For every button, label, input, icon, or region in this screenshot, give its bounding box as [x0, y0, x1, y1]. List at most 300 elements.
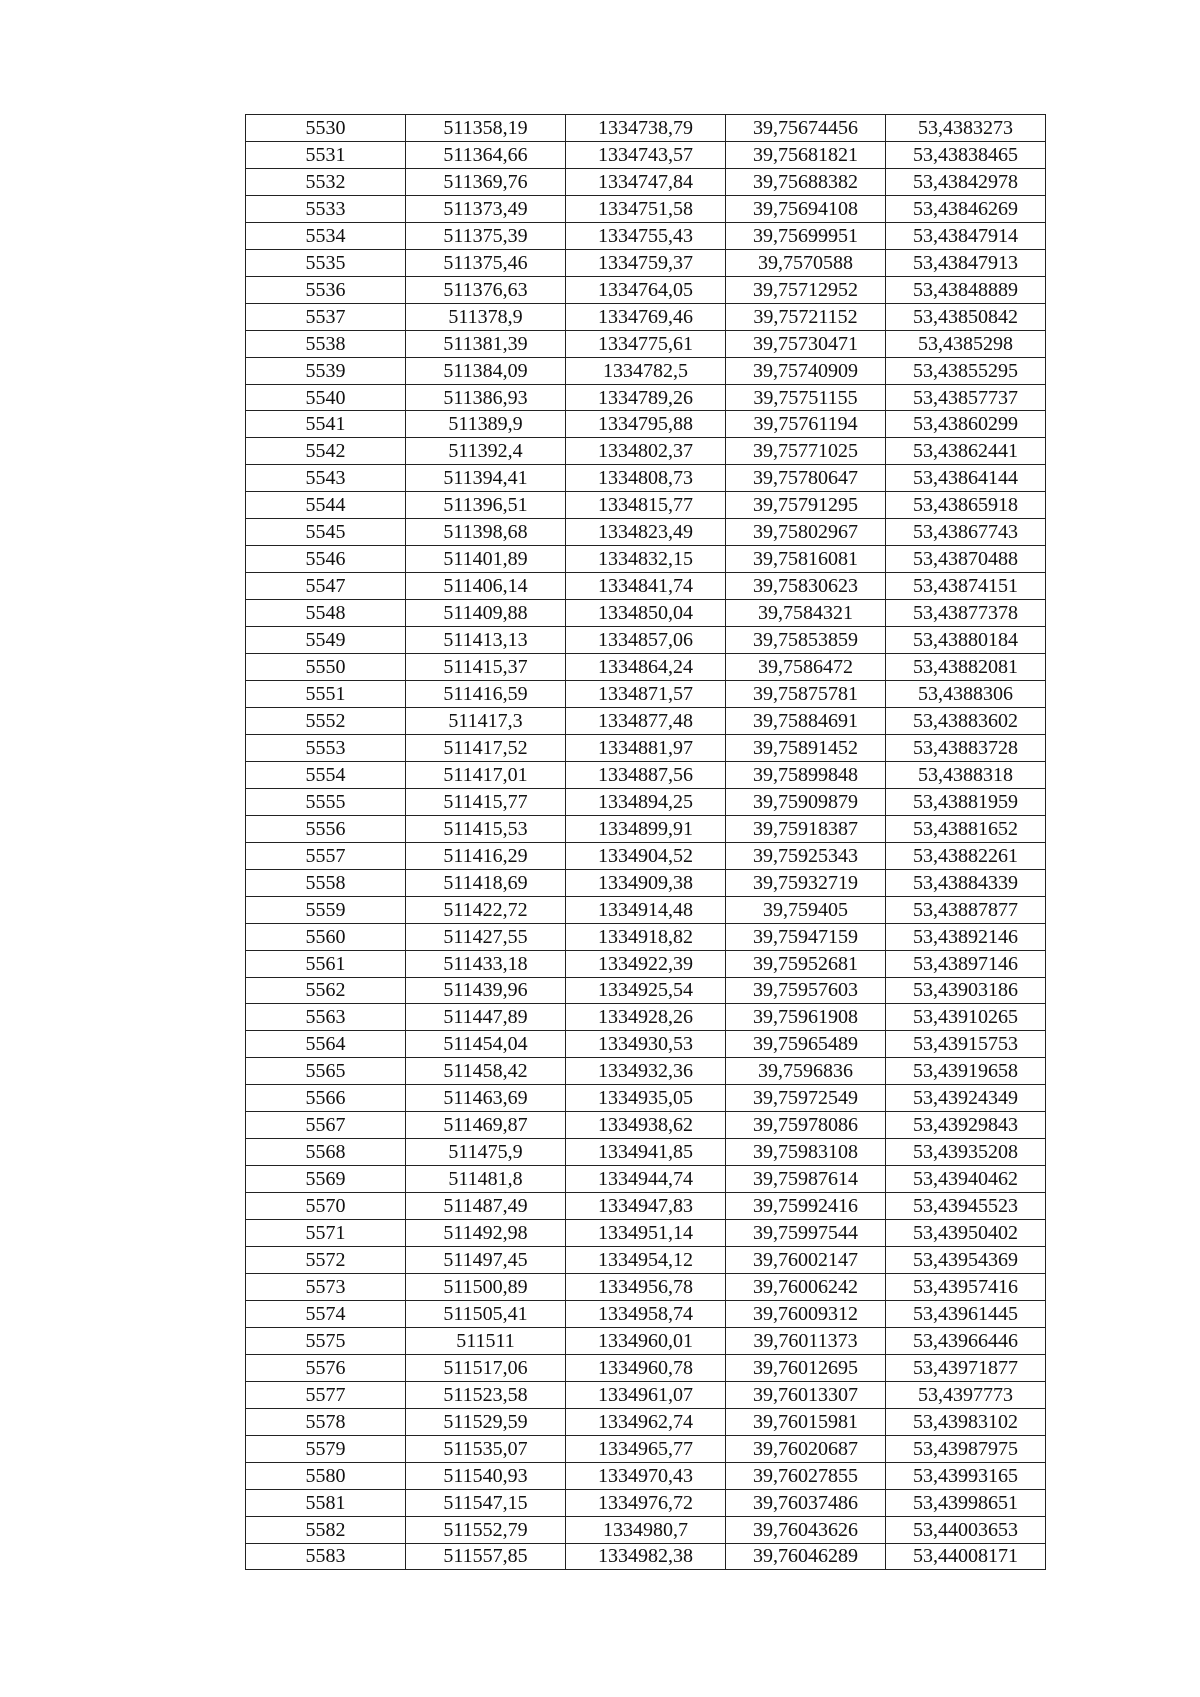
- y-coordinate-cell: 1334925,54: [566, 977, 726, 1004]
- latitude-cell: 53,44008171: [886, 1543, 1046, 1570]
- table-row: [246, 654, 1046, 681]
- point-number-cell: 5545: [246, 519, 406, 546]
- x-coordinate-cell: 511386,93: [406, 384, 566, 411]
- x-coordinate-cell: 511492,98: [406, 1220, 566, 1247]
- x-coordinate-cell: 511392,4: [406, 438, 566, 465]
- latitude-cell: 53,43961445: [886, 1300, 1046, 1327]
- point-number-cell: 5556: [246, 815, 406, 842]
- latitude-cell: 53,43915753: [886, 1031, 1046, 1058]
- latitude-cell: 53,4383273: [886, 115, 1046, 142]
- x-coordinate-cell: 511497,45: [406, 1247, 566, 1274]
- x-coordinate-cell: 511358,19: [406, 115, 566, 142]
- longitude-cell: 39,76002147: [726, 1247, 886, 1274]
- table-row: [246, 788, 1046, 815]
- longitude-cell: 39,76037486: [726, 1489, 886, 1516]
- longitude-cell: 39,7596836: [726, 1058, 886, 1085]
- point-number-cell: 5546: [246, 546, 406, 573]
- x-coordinate-cell: 511500,89: [406, 1273, 566, 1300]
- y-coordinate-cell: 1334982,38: [566, 1543, 726, 1570]
- latitude-cell: 53,43860299: [886, 411, 1046, 438]
- point-number-cell: 5532: [246, 168, 406, 195]
- x-coordinate-cell: 511463,69: [406, 1085, 566, 1112]
- y-coordinate-cell: 1334747,84: [566, 168, 726, 195]
- longitude-cell: 39,75712952: [726, 276, 886, 303]
- x-coordinate-cell: 511396,51: [406, 492, 566, 519]
- longitude-cell: 39,75761194: [726, 411, 886, 438]
- point-number-cell: 5577: [246, 1381, 406, 1408]
- y-coordinate-cell: 1334894,25: [566, 788, 726, 815]
- y-coordinate-cell: 1334738,79: [566, 115, 726, 142]
- longitude-cell: 39,75925343: [726, 842, 886, 869]
- y-coordinate-cell: 1334960,78: [566, 1354, 726, 1381]
- y-coordinate-cell: 1334930,53: [566, 1031, 726, 1058]
- longitude-cell: 39,76046289: [726, 1543, 886, 1570]
- latitude-cell: 53,43910265: [886, 1004, 1046, 1031]
- y-coordinate-cell: 1334808,73: [566, 465, 726, 492]
- latitude-cell: 53,43855295: [886, 357, 1046, 384]
- latitude-cell: 53,43897146: [886, 950, 1046, 977]
- table-row: [246, 1381, 1046, 1408]
- point-number-cell: 5561: [246, 950, 406, 977]
- longitude-cell: 39,75780647: [726, 465, 886, 492]
- y-coordinate-cell: 1334951,14: [566, 1220, 726, 1247]
- x-coordinate-cell: 511373,49: [406, 195, 566, 222]
- longitude-cell: 39,75952681: [726, 950, 886, 977]
- table-row: [246, 1543, 1046, 1570]
- table-row: [246, 977, 1046, 1004]
- longitude-cell: 39,76011373: [726, 1327, 886, 1354]
- point-number-cell: 5566: [246, 1085, 406, 1112]
- latitude-cell: 53,43847914: [886, 222, 1046, 249]
- table-row: [246, 357, 1046, 384]
- x-coordinate-cell: 511517,06: [406, 1354, 566, 1381]
- table-row: [246, 1300, 1046, 1327]
- table-row: [246, 168, 1046, 195]
- table-row: [246, 1139, 1046, 1166]
- longitude-cell: 39,7570588: [726, 249, 886, 276]
- point-number-cell: 5539: [246, 357, 406, 384]
- y-coordinate-cell: 1334832,15: [566, 546, 726, 573]
- point-number-cell: 5542: [246, 438, 406, 465]
- table-row: [246, 330, 1046, 357]
- point-number-cell: 5543: [246, 465, 406, 492]
- y-coordinate-cell: 1334743,57: [566, 141, 726, 168]
- y-coordinate-cell: 1334938,62: [566, 1112, 726, 1139]
- longitude-cell: 39,75791295: [726, 492, 886, 519]
- latitude-cell: 53,43838465: [886, 141, 1046, 168]
- x-coordinate-cell: 511529,59: [406, 1408, 566, 1435]
- longitude-cell: 39,75987614: [726, 1166, 886, 1193]
- table-row: [246, 115, 1046, 142]
- longitude-cell: 39,759405: [726, 896, 886, 923]
- longitude-cell: 39,76027855: [726, 1462, 886, 1489]
- y-coordinate-cell: 1334960,01: [566, 1327, 726, 1354]
- y-coordinate-cell: 1334759,37: [566, 249, 726, 276]
- point-number-cell: 5582: [246, 1516, 406, 1543]
- latitude-cell: 53,44003653: [886, 1516, 1046, 1543]
- point-number-cell: 5531: [246, 141, 406, 168]
- latitude-cell: 53,43865918: [886, 492, 1046, 519]
- point-number-cell: 5579: [246, 1435, 406, 1462]
- table-row: [246, 1031, 1046, 1058]
- table-row: [246, 249, 1046, 276]
- point-number-cell: 5554: [246, 761, 406, 788]
- table-row: [246, 492, 1046, 519]
- table-row: [246, 546, 1046, 573]
- y-coordinate-cell: 1334871,57: [566, 681, 726, 708]
- latitude-cell: 53,43892146: [886, 923, 1046, 950]
- longitude-cell: 39,75816081: [726, 546, 886, 573]
- y-coordinate-cell: 1334789,26: [566, 384, 726, 411]
- table-row: [246, 1058, 1046, 1085]
- latitude-cell: 53,43940462: [886, 1166, 1046, 1193]
- y-coordinate-cell: 1334899,91: [566, 815, 726, 842]
- point-number-cell: 5560: [246, 923, 406, 950]
- table-row: [246, 815, 1046, 842]
- longitude-cell: 39,75771025: [726, 438, 886, 465]
- x-coordinate-cell: 511458,42: [406, 1058, 566, 1085]
- longitude-cell: 39,75947159: [726, 923, 886, 950]
- y-coordinate-cell: 1334802,37: [566, 438, 726, 465]
- coordinates-table-body: [246, 115, 1046, 1570]
- latitude-cell: 53,43935208: [886, 1139, 1046, 1166]
- x-coordinate-cell: 511447,89: [406, 1004, 566, 1031]
- longitude-cell: 39,75802967: [726, 519, 886, 546]
- longitude-cell: 39,75997544: [726, 1220, 886, 1247]
- point-number-cell: 5574: [246, 1300, 406, 1327]
- y-coordinate-cell: 1334956,78: [566, 1273, 726, 1300]
- latitude-cell: 53,43957416: [886, 1273, 1046, 1300]
- y-coordinate-cell: 1334841,74: [566, 573, 726, 600]
- y-coordinate-cell: 1334782,5: [566, 357, 726, 384]
- x-coordinate-cell: 511378,9: [406, 303, 566, 330]
- coordinates-table: [245, 114, 1046, 1570]
- x-coordinate-cell: 511454,04: [406, 1031, 566, 1058]
- table-row: [246, 1516, 1046, 1543]
- y-coordinate-cell: 1334935,05: [566, 1085, 726, 1112]
- x-coordinate-cell: 511487,49: [406, 1193, 566, 1220]
- x-coordinate-cell: 511427,55: [406, 923, 566, 950]
- y-coordinate-cell: 1334962,74: [566, 1408, 726, 1435]
- longitude-cell: 39,75730471: [726, 330, 886, 357]
- table-row: [246, 222, 1046, 249]
- longitude-cell: 39,75721152: [726, 303, 886, 330]
- y-coordinate-cell: 1334941,85: [566, 1139, 726, 1166]
- longitude-cell: 39,75961908: [726, 1004, 886, 1031]
- latitude-cell: 53,43903186: [886, 977, 1046, 1004]
- table-row: [246, 600, 1046, 627]
- table-row: [246, 1220, 1046, 1247]
- latitude-cell: 53,43987975: [886, 1435, 1046, 1462]
- latitude-cell: 53,43882261: [886, 842, 1046, 869]
- x-coordinate-cell: 511415,37: [406, 654, 566, 681]
- point-number-cell: 5541: [246, 411, 406, 438]
- longitude-cell: 39,75978086: [726, 1112, 886, 1139]
- point-number-cell: 5551: [246, 681, 406, 708]
- latitude-cell: 53,43857737: [886, 384, 1046, 411]
- point-number-cell: 5559: [246, 896, 406, 923]
- point-number-cell: 5575: [246, 1327, 406, 1354]
- longitude-cell: 39,75983108: [726, 1139, 886, 1166]
- longitude-cell: 39,76020687: [726, 1435, 886, 1462]
- x-coordinate-cell: 511364,66: [406, 141, 566, 168]
- y-coordinate-cell: 1334864,24: [566, 654, 726, 681]
- table-row: [246, 950, 1046, 977]
- point-number-cell: 5540: [246, 384, 406, 411]
- y-coordinate-cell: 1334928,26: [566, 1004, 726, 1031]
- longitude-cell: 39,75932719: [726, 869, 886, 896]
- table-row: [246, 276, 1046, 303]
- y-coordinate-cell: 1334823,49: [566, 519, 726, 546]
- longitude-cell: 39,75918387: [726, 815, 886, 842]
- latitude-cell: 53,43954369: [886, 1247, 1046, 1274]
- point-number-cell: 5573: [246, 1273, 406, 1300]
- x-coordinate-cell: 511422,72: [406, 896, 566, 923]
- latitude-cell: 53,43887877: [886, 896, 1046, 923]
- point-number-cell: 5535: [246, 249, 406, 276]
- point-number-cell: 5555: [246, 788, 406, 815]
- longitude-cell: 39,75830623: [726, 573, 886, 600]
- y-coordinate-cell: 1334958,74: [566, 1300, 726, 1327]
- point-number-cell: 5581: [246, 1489, 406, 1516]
- latitude-cell: 53,43881652: [886, 815, 1046, 842]
- longitude-cell: 39,75909879: [726, 788, 886, 815]
- y-coordinate-cell: 1334755,43: [566, 222, 726, 249]
- x-coordinate-cell: 511540,93: [406, 1462, 566, 1489]
- latitude-cell: 53,43862441: [886, 438, 1046, 465]
- point-number-cell: 5548: [246, 600, 406, 627]
- point-number-cell: 5570: [246, 1193, 406, 1220]
- point-number-cell: 5557: [246, 842, 406, 869]
- longitude-cell: 39,75740909: [726, 357, 886, 384]
- latitude-cell: 53,43919658: [886, 1058, 1046, 1085]
- latitude-cell: 53,43842978: [886, 168, 1046, 195]
- longitude-cell: 39,75674456: [726, 115, 886, 142]
- x-coordinate-cell: 511375,46: [406, 249, 566, 276]
- x-coordinate-cell: 511413,13: [406, 627, 566, 654]
- y-coordinate-cell: 1334976,72: [566, 1489, 726, 1516]
- point-number-cell: 5537: [246, 303, 406, 330]
- y-coordinate-cell: 1334914,48: [566, 896, 726, 923]
- y-coordinate-cell: 1334944,74: [566, 1166, 726, 1193]
- x-coordinate-cell: 511416,59: [406, 681, 566, 708]
- longitude-cell: 39,75694108: [726, 195, 886, 222]
- y-coordinate-cell: 1334947,83: [566, 1193, 726, 1220]
- table-row: [246, 923, 1046, 950]
- y-coordinate-cell: 1334775,61: [566, 330, 726, 357]
- point-number-cell: 5544: [246, 492, 406, 519]
- x-coordinate-cell: 511557,85: [406, 1543, 566, 1570]
- x-coordinate-cell: 511375,39: [406, 222, 566, 249]
- x-coordinate-cell: 511417,3: [406, 707, 566, 734]
- table-row: [246, 1166, 1046, 1193]
- longitude-cell: 39,76013307: [726, 1381, 886, 1408]
- y-coordinate-cell: 1334918,82: [566, 923, 726, 950]
- point-number-cell: 5567: [246, 1112, 406, 1139]
- x-coordinate-cell: 511511: [406, 1327, 566, 1354]
- longitude-cell: 39,75875781: [726, 681, 886, 708]
- y-coordinate-cell: 1334980,7: [566, 1516, 726, 1543]
- latitude-cell: 53,43867743: [886, 519, 1046, 546]
- point-number-cell: 5583: [246, 1543, 406, 1570]
- x-coordinate-cell: 511376,63: [406, 276, 566, 303]
- table-row: [246, 465, 1046, 492]
- latitude-cell: 53,43950402: [886, 1220, 1046, 1247]
- table-row: [246, 761, 1046, 788]
- table-row: [246, 627, 1046, 654]
- table-row: [246, 141, 1046, 168]
- latitude-cell: 53,43945523: [886, 1193, 1046, 1220]
- latitude-cell: 53,43848889: [886, 276, 1046, 303]
- latitude-cell: 53,43847913: [886, 249, 1046, 276]
- latitude-cell: 53,43998651: [886, 1489, 1046, 1516]
- y-coordinate-cell: 1334764,05: [566, 276, 726, 303]
- x-coordinate-cell: 511535,07: [406, 1435, 566, 1462]
- point-number-cell: 5533: [246, 195, 406, 222]
- y-coordinate-cell: 1334850,04: [566, 600, 726, 627]
- y-coordinate-cell: 1334795,88: [566, 411, 726, 438]
- table-row: [246, 1462, 1046, 1489]
- point-number-cell: 5563: [246, 1004, 406, 1031]
- table-row: [246, 707, 1046, 734]
- point-number-cell: 5534: [246, 222, 406, 249]
- point-number-cell: 5562: [246, 977, 406, 1004]
- latitude-cell: 53,43929843: [886, 1112, 1046, 1139]
- x-coordinate-cell: 511401,89: [406, 546, 566, 573]
- latitude-cell: 53,43883602: [886, 707, 1046, 734]
- latitude-cell: 53,43870488: [886, 546, 1046, 573]
- point-number-cell: 5578: [246, 1408, 406, 1435]
- y-coordinate-cell: 1334922,39: [566, 950, 726, 977]
- table-row: [246, 384, 1046, 411]
- table-row: [246, 1354, 1046, 1381]
- table-row: [246, 1327, 1046, 1354]
- point-number-cell: 5530: [246, 115, 406, 142]
- latitude-cell: 53,43924349: [886, 1085, 1046, 1112]
- longitude-cell: 39,76015981: [726, 1408, 886, 1435]
- table-row: [246, 1273, 1046, 1300]
- latitude-cell: 53,43880184: [886, 627, 1046, 654]
- latitude-cell: 53,43983102: [886, 1408, 1046, 1435]
- y-coordinate-cell: 1334857,06: [566, 627, 726, 654]
- point-number-cell: 5564: [246, 1031, 406, 1058]
- point-number-cell: 5552: [246, 707, 406, 734]
- y-coordinate-cell: 1334904,52: [566, 842, 726, 869]
- y-coordinate-cell: 1334877,48: [566, 707, 726, 734]
- x-coordinate-cell: 511418,69: [406, 869, 566, 896]
- latitude-cell: 53,43884339: [886, 869, 1046, 896]
- point-number-cell: 5549: [246, 627, 406, 654]
- x-coordinate-cell: 511369,76: [406, 168, 566, 195]
- table-row: [246, 734, 1046, 761]
- table-row: [246, 195, 1046, 222]
- x-coordinate-cell: 511505,41: [406, 1300, 566, 1327]
- x-coordinate-cell: 511417,01: [406, 761, 566, 788]
- latitude-cell: 53,43877378: [886, 600, 1046, 627]
- latitude-cell: 53,4385298: [886, 330, 1046, 357]
- latitude-cell: 53,43966446: [886, 1327, 1046, 1354]
- point-number-cell: 5565: [246, 1058, 406, 1085]
- x-coordinate-cell: 511389,9: [406, 411, 566, 438]
- table-row: [246, 681, 1046, 708]
- y-coordinate-cell: 1334970,43: [566, 1462, 726, 1489]
- latitude-cell: 53,4388306: [886, 681, 1046, 708]
- longitude-cell: 39,75972549: [726, 1085, 886, 1112]
- latitude-cell: 53,43846269: [886, 195, 1046, 222]
- table-row: [246, 573, 1046, 600]
- point-number-cell: 5538: [246, 330, 406, 357]
- table-row: [246, 869, 1046, 896]
- x-coordinate-cell: 511398,68: [406, 519, 566, 546]
- latitude-cell: 53,4388318: [886, 761, 1046, 788]
- x-coordinate-cell: 511381,39: [406, 330, 566, 357]
- longitude-cell: 39,7586472: [726, 654, 886, 681]
- table-row: [246, 1408, 1046, 1435]
- point-number-cell: 5558: [246, 869, 406, 896]
- x-coordinate-cell: 511394,41: [406, 465, 566, 492]
- table-row: [246, 411, 1046, 438]
- longitude-cell: 39,75688382: [726, 168, 886, 195]
- x-coordinate-cell: 511469,87: [406, 1112, 566, 1139]
- table-row: [246, 842, 1046, 869]
- longitude-cell: 39,7584321: [726, 600, 886, 627]
- longitude-cell: 39,75992416: [726, 1193, 886, 1220]
- y-coordinate-cell: 1334909,38: [566, 869, 726, 896]
- y-coordinate-cell: 1334751,58: [566, 195, 726, 222]
- y-coordinate-cell: 1334961,07: [566, 1381, 726, 1408]
- longitude-cell: 39,75957603: [726, 977, 886, 1004]
- point-number-cell: 5572: [246, 1247, 406, 1274]
- table-row: [246, 519, 1046, 546]
- latitude-cell: 53,43883728: [886, 734, 1046, 761]
- table-row: [246, 1435, 1046, 1462]
- point-number-cell: 5536: [246, 276, 406, 303]
- latitude-cell: 53,43881959: [886, 788, 1046, 815]
- longitude-cell: 39,76006242: [726, 1273, 886, 1300]
- x-coordinate-cell: 511415,77: [406, 788, 566, 815]
- longitude-cell: 39,75681821: [726, 141, 886, 168]
- longitude-cell: 39,76043626: [726, 1516, 886, 1543]
- table-row: [246, 438, 1046, 465]
- table-row: [246, 896, 1046, 923]
- point-number-cell: 5580: [246, 1462, 406, 1489]
- latitude-cell: 53,4397773: [886, 1381, 1046, 1408]
- x-coordinate-cell: 511547,15: [406, 1489, 566, 1516]
- point-number-cell: 5550: [246, 654, 406, 681]
- latitude-cell: 53,43850842: [886, 303, 1046, 330]
- x-coordinate-cell: 511523,58: [406, 1381, 566, 1408]
- table-row: [246, 303, 1046, 330]
- x-coordinate-cell: 511416,29: [406, 842, 566, 869]
- longitude-cell: 39,76012695: [726, 1354, 886, 1381]
- longitude-cell: 39,75965489: [726, 1031, 886, 1058]
- x-coordinate-cell: 511433,18: [406, 950, 566, 977]
- x-coordinate-cell: 511552,79: [406, 1516, 566, 1543]
- latitude-cell: 53,43874151: [886, 573, 1046, 600]
- y-coordinate-cell: 1334965,77: [566, 1435, 726, 1462]
- x-coordinate-cell: 511384,09: [406, 357, 566, 384]
- longitude-cell: 39,75891452: [726, 734, 886, 761]
- point-number-cell: 5553: [246, 734, 406, 761]
- y-coordinate-cell: 1334887,56: [566, 761, 726, 788]
- longitude-cell: 39,75699951: [726, 222, 886, 249]
- longitude-cell: 39,75899848: [726, 761, 886, 788]
- table-row: [246, 1193, 1046, 1220]
- longitude-cell: 39,75751155: [726, 384, 886, 411]
- x-coordinate-cell: 511481,8: [406, 1166, 566, 1193]
- x-coordinate-cell: 511417,52: [406, 734, 566, 761]
- table-row: [246, 1247, 1046, 1274]
